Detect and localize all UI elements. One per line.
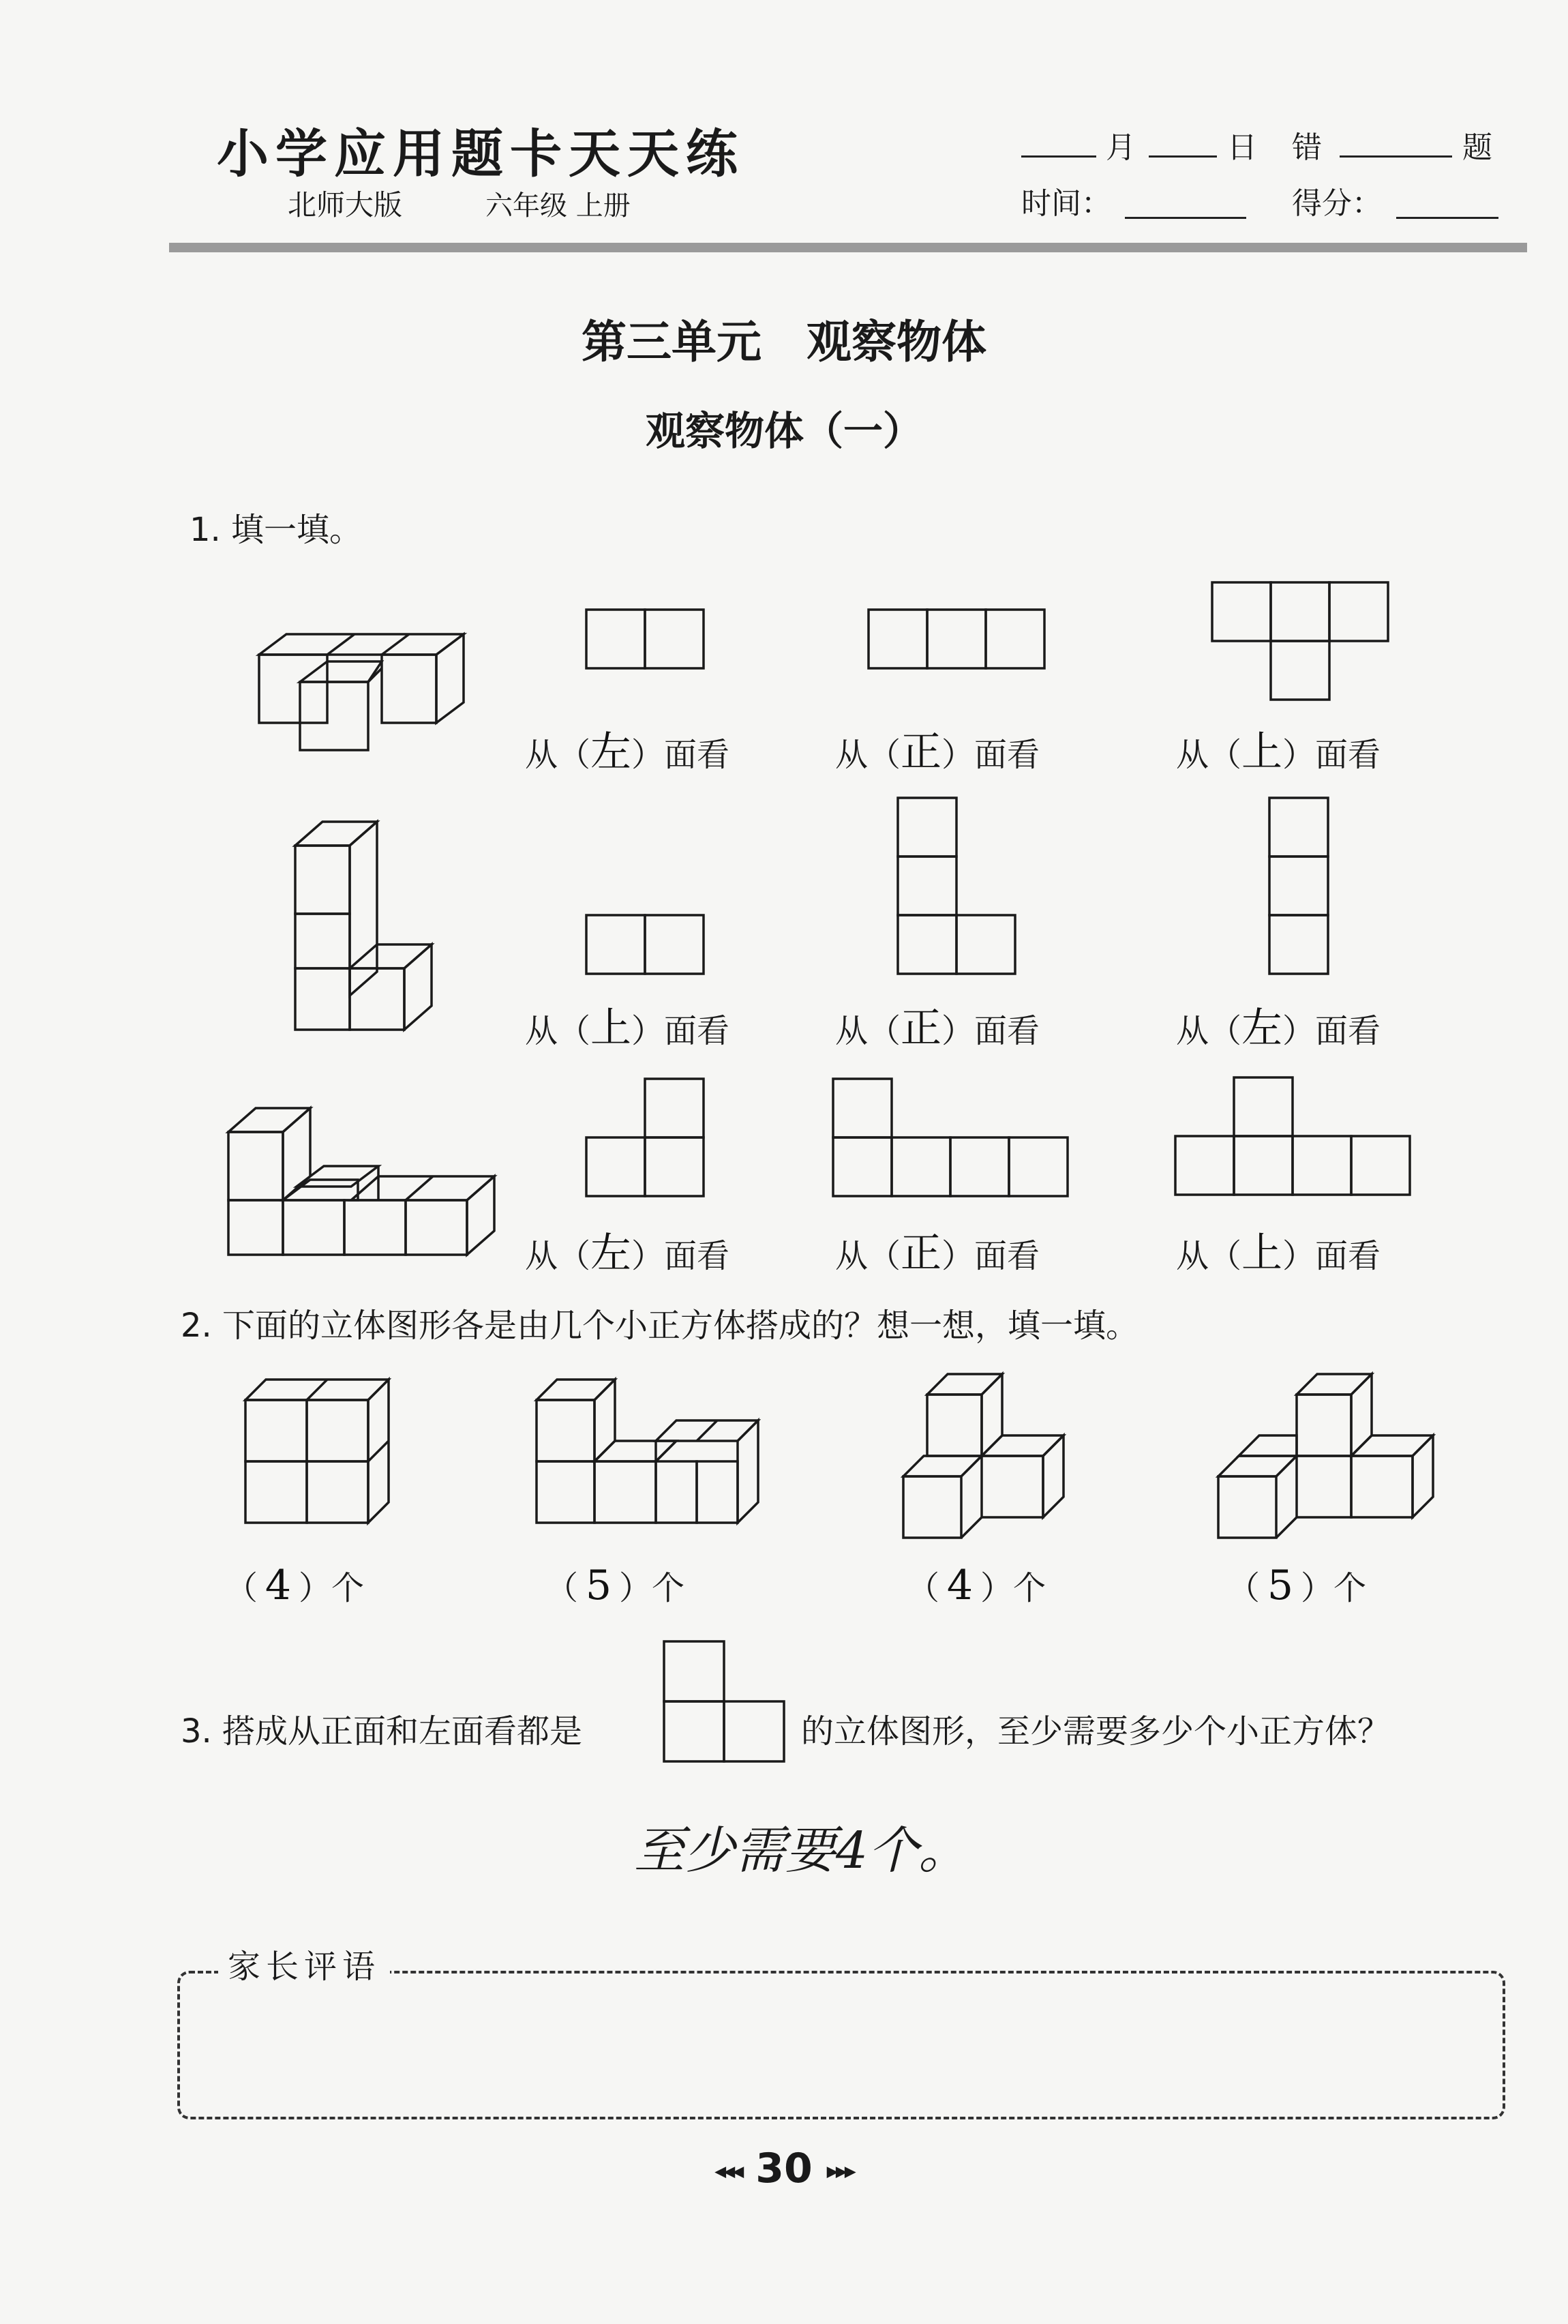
q1-solid-2 <box>292 818 442 1037</box>
month-blank[interactable] <box>1021 155 1096 158</box>
question-3-answer[interactable]: 至少需要4个。 <box>634 1821 969 1880</box>
lesson-title: 观察物体（一） <box>645 408 922 454</box>
q1-label-1a: 从（左）面看 <box>525 719 729 778</box>
q3-view-shape <box>663 1640 788 1764</box>
q1-answer-3a[interactable]: 左 <box>590 1230 632 1277</box>
q1-label-1b: 从（正）面看 <box>835 719 1040 778</box>
q1-solid-3 <box>225 1105 498 1255</box>
edition-label: 北师大版 <box>288 188 403 222</box>
q2-count-b: （ 5 ）个 <box>545 1562 685 1609</box>
q1-view-3c <box>1174 1076 1419 1199</box>
q2-solid-a <box>242 1376 392 1526</box>
grade-label: 六年级 上册 <box>485 190 631 222</box>
q1-view-2c <box>1268 796 1332 978</box>
q2-answer-d[interactable]: 5 <box>1267 1562 1294 1609</box>
wrong-count-blank[interactable] <box>1340 155 1452 158</box>
q1-answer-1b[interactable]: 正 <box>901 728 942 776</box>
q1-view-1a <box>585 608 708 671</box>
q2-solid-d <box>1215 1371 1447 1541</box>
time-label: 时间： <box>1021 186 1111 221</box>
day-label: 日 <box>1227 130 1257 165</box>
header-divider <box>169 243 1527 252</box>
question-3-prompt-part1: 3. 搭成从正面和左面看都是 <box>181 1712 583 1751</box>
page-arrow-right-icon: ▸▸▸ <box>826 2157 854 2185</box>
q2-count-a: （ 4 ）个 <box>225 1562 365 1609</box>
question-1-prompt: 1. 填一填。 <box>190 511 363 549</box>
page-number-value: 30 <box>755 2145 813 2192</box>
unit-title: 第三单元 观察物体 <box>582 316 986 368</box>
q1-solid-1 <box>252 627 470 750</box>
day-blank[interactable] <box>1149 155 1217 158</box>
q1-view-1b <box>867 608 1051 671</box>
parent-comment-label: 家长评语 <box>218 1940 390 1987</box>
q1-view-3a <box>585 1077 708 1200</box>
q1-label-1c: 从（上）面看 <box>1176 719 1381 778</box>
q1-answer-3b[interactable]: 正 <box>901 1230 942 1277</box>
page-number <box>0 2145 1568 2192</box>
q2-answer-c[interactable]: 4 <box>946 1562 974 1609</box>
q1-answer-1c[interactable]: 上 <box>1241 728 1283 776</box>
q1-label-3a: 从（左）面看 <box>525 1221 729 1279</box>
q1-answer-1a[interactable]: 左 <box>590 728 632 776</box>
book-title: 小学应用题卡天天练 <box>217 123 744 184</box>
q2-answer-b[interactable]: 5 <box>585 1562 612 1609</box>
month-label: 月 <box>1106 130 1136 165</box>
q1-label-3c: 从（上）面看 <box>1176 1221 1381 1279</box>
question-2-prompt: 2. 下面的立体图形各是由几个小正方体搭成的？想一想，填一填。 <box>181 1307 1139 1345</box>
page-arrow-left-icon: ◂◂◂ <box>714 2157 742 2185</box>
q2-solid-b <box>533 1376 765 1526</box>
score-blank[interactable] <box>1396 217 1498 219</box>
q1-answer-2a[interactable]: 上 <box>590 1004 632 1052</box>
question-3-prompt-part2: 的立体图形，至少需要多少个小正方体？ <box>801 1712 1391 1751</box>
q2-answer-a[interactable]: 4 <box>265 1562 292 1609</box>
q2-count-c: （ 4 ）个 <box>907 1562 1046 1609</box>
q2-count-d: （ 5 ）个 <box>1227 1562 1367 1609</box>
q2-solid-c <box>900 1371 1077 1541</box>
parent-comment-box[interactable] <box>177 1971 1505 2119</box>
q1-view-2b <box>896 796 1019 978</box>
time-blank[interactable] <box>1125 217 1246 219</box>
q1-label-2a: 从（上）面看 <box>525 996 729 1054</box>
q1-answer-3c[interactable]: 上 <box>1241 1230 1283 1277</box>
q1-view-1c <box>1211 581 1395 704</box>
q1-label-2b: 从（正）面看 <box>835 996 1040 1054</box>
q1-label-2c: 从（左）面看 <box>1176 996 1381 1054</box>
q1-view-2a <box>585 914 708 977</box>
q1-view-3b <box>832 1077 1077 1200</box>
wrong-label: 错 <box>1292 130 1322 165</box>
q1-label-3b: 从（正）面看 <box>835 1221 1040 1279</box>
score-label: 得分： <box>1292 186 1382 221</box>
q1-answer-2b[interactable]: 正 <box>901 1004 942 1052</box>
q1-answer-2c[interactable]: 左 <box>1241 1004 1283 1052</box>
question-unit-label: 题 <box>1462 130 1492 165</box>
